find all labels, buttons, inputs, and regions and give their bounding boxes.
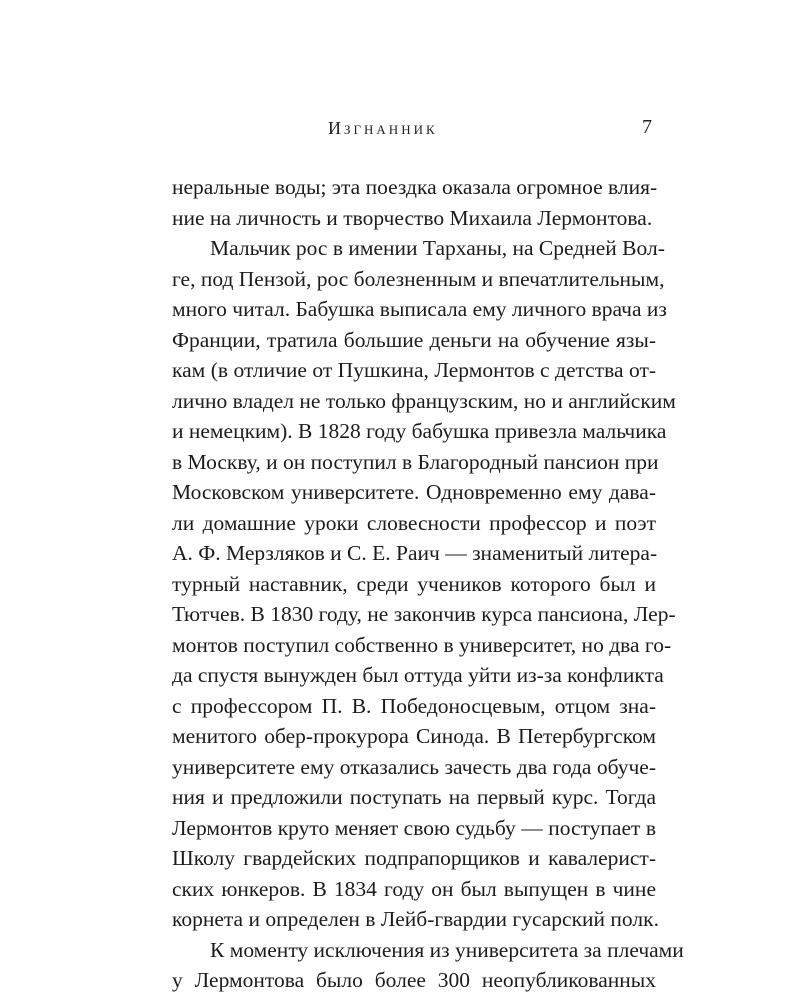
text-line: Московском университете. Одновременно ему дава- — [172, 480, 656, 504]
text-line: А. Ф. Мерзляков и С. Е. Раич — знаменитый литера- — [172, 541, 658, 565]
text-line: менитого обер-прокурора Синода. В Петербургском — [172, 724, 656, 748]
text-line: да спустя вынужден был оттуда уйти из-за конфликта — [172, 663, 664, 687]
running-head — [0, 118, 800, 142]
text-line: Тютчев. В 1830 году, не закончив курса пансиона, Лер- — [172, 602, 676, 626]
text-line: кам (в отличие от Пушкина, Лермонтов с детства от- — [172, 358, 656, 382]
text-line: Лермонтов круто меняет свою судьбу — поступает в — [172, 815, 656, 840]
text-line: Франции, тратила большие деньги на обучение язы- — [172, 327, 656, 352]
text-line: лично владел не только французским, но и английским — [172, 388, 676, 413]
text-line: Школу гвардейских подпрапорщиков и кавалерист- — [172, 846, 656, 870]
page-number: 7 — [642, 116, 652, 138]
text-line: монтов поступил собственно в университет, но два го- — [172, 632, 672, 657]
text-line: К моменту исключения из университета за плечами — [210, 937, 684, 962]
text-line: университете ему отказались зачесть два года обуче- — [172, 754, 656, 779]
text-line: ния и предложили поступать на первый курс. Тогда — [172, 785, 656, 809]
text-line: и немецким). В 1828 году бабушка привезла мальчика — [172, 419, 667, 443]
text-line: ге, под Пензой, рос болезненным и впечатлительным, — [172, 266, 665, 291]
text-line: корнета и определен в Лейб-гвардии гусарский полк. — [172, 907, 659, 931]
text-line: ли домашние уроки словесности профессор и поэт — [172, 510, 656, 535]
text-line: неральные воды; эта поездка оказала огромное влия- — [172, 175, 658, 199]
text-line: ние на личность и творчество Михаила Лермонтова. — [172, 205, 653, 230]
running-title: Изгнанник — [328, 118, 438, 138]
text-line: много читал. Бабушка выписала ему личного врача из — [172, 297, 667, 321]
text-line: турный наставник, среди учеников которого был и — [172, 571, 656, 596]
text-line: у Лермонтова было более 300 неопубликованных — [172, 968, 656, 992]
text-line: с профессором П. В. Победоносцевым, отцом зна- — [172, 693, 656, 718]
text-line: Мальчик рос в имении Тарханы, на Средней Вол- — [210, 236, 665, 260]
text-line: в Москву, и он поступил в Благородный пансион при — [172, 449, 659, 474]
body-text — [172, 172, 684, 996]
text-line: ских юнкеров. В 1834 году он был выпущен в чине — [172, 876, 656, 901]
